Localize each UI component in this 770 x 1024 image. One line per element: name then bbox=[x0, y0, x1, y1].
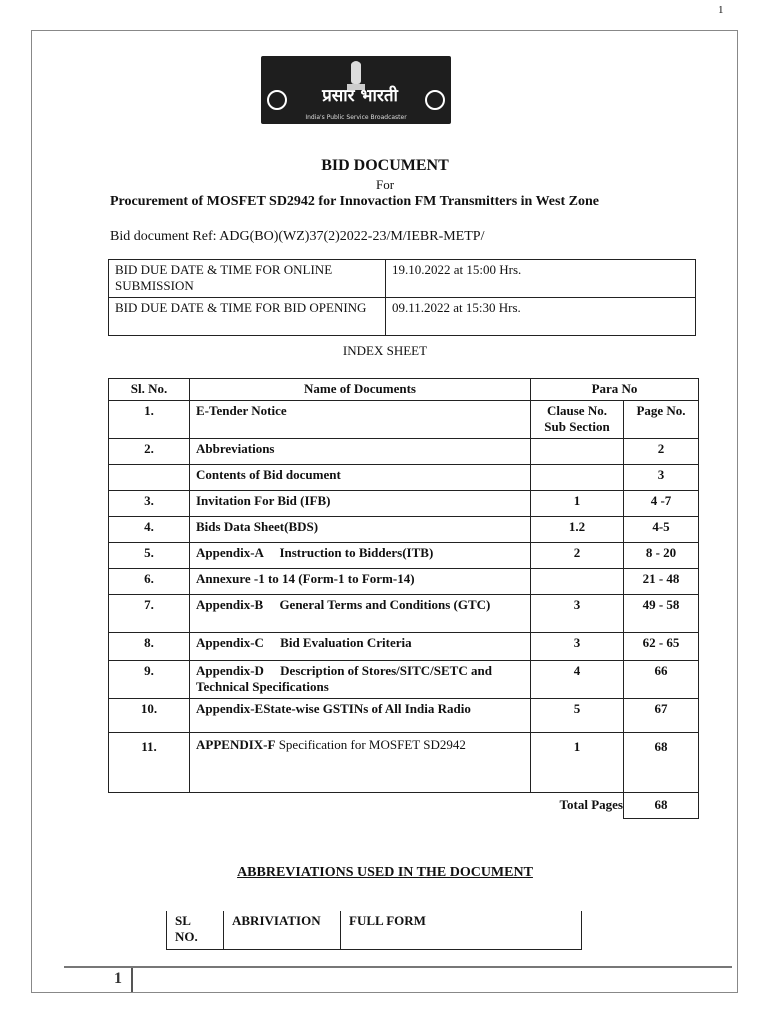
row-sl: 9. bbox=[109, 661, 190, 699]
abbreviations-title: ABBREVIATIONS USED IN THE DOCUMENT bbox=[237, 865, 533, 880]
doordarshan-logo-icon bbox=[425, 90, 445, 110]
row-clause: 3 bbox=[531, 595, 624, 633]
row-sl: 3. bbox=[109, 491, 190, 517]
date-label: BID DUE DATE & TIME FOR ONLINE SUBMISSION bbox=[109, 260, 386, 298]
index-sheet-title: INDEX SHEET bbox=[342, 343, 428, 358]
logo-tagline: India's Public Service Broadcaster bbox=[305, 114, 407, 121]
row-clause: 5 bbox=[531, 699, 624, 733]
row-page: 67 bbox=[624, 699, 699, 733]
table-row bbox=[109, 733, 699, 793]
row-page: 8 - 20 bbox=[624, 543, 699, 569]
row-page: 21 - 48 bbox=[624, 569, 699, 595]
row-name: Appendix-D Description of Stores/SITC/SETC and Technical Specifications bbox=[190, 661, 531, 699]
date-value: 19.10.2022 at 15:00 Hrs. bbox=[386, 260, 696, 298]
row-name: Appendix-A Instruction to Bidders(ITB) bbox=[190, 543, 531, 569]
row-sl: 6. bbox=[109, 569, 190, 595]
date-row bbox=[109, 298, 696, 336]
row-name: Appendix-B General Terms and Conditions (GTC) bbox=[190, 595, 531, 633]
date-row bbox=[109, 260, 696, 298]
header-para: Para No bbox=[531, 379, 699, 401]
header-clause: Clause No. Sub Section bbox=[531, 401, 624, 439]
dates-table bbox=[108, 259, 696, 336]
table-row bbox=[109, 661, 699, 699]
footer-page-number: 1 bbox=[114, 970, 122, 987]
title-for: For bbox=[375, 177, 395, 192]
document-title: BID DOCUMENT bbox=[321, 157, 449, 174]
row-clause: 3 bbox=[531, 633, 624, 661]
row-name: Contents of Bid document bbox=[190, 465, 531, 491]
top-page-number: 1 bbox=[718, 4, 724, 16]
table-row bbox=[109, 569, 699, 595]
row-clause bbox=[531, 439, 624, 465]
row-sl: 8. bbox=[109, 633, 190, 661]
air-logo-icon bbox=[267, 90, 287, 110]
row-page: 4 -7 bbox=[624, 491, 699, 517]
header-name: Name of Documents bbox=[190, 379, 531, 401]
row-sl: 2. bbox=[109, 439, 190, 465]
row-name: Annexure -1 to 14 (Form-1 to Form-14) bbox=[190, 569, 531, 595]
row-page: 49 - 58 bbox=[624, 595, 699, 633]
row-page: 4-5 bbox=[624, 517, 699, 543]
row-page: 2 bbox=[624, 439, 699, 465]
table-row bbox=[109, 401, 699, 439]
prasar-bharati-logo bbox=[261, 56, 451, 124]
table-row bbox=[109, 439, 699, 465]
row-clause: 1.2 bbox=[531, 517, 624, 543]
row-sl: 11. bbox=[109, 733, 190, 793]
row-sl: 5. bbox=[109, 543, 190, 569]
row-name: Abbreviations bbox=[190, 439, 531, 465]
row-sl bbox=[109, 465, 190, 491]
header-sl: Sl. No. bbox=[109, 379, 190, 401]
abbr-header-full: FULL FORM bbox=[341, 911, 582, 950]
bid-reference: Bid document Ref: ADG(BO)(WZ)37(2)2022-23/M/IEBR-METP/ bbox=[110, 229, 485, 244]
total-row bbox=[109, 793, 699, 819]
row-clause bbox=[531, 569, 624, 595]
date-label: BID DUE DATE & TIME FOR BID OPENING bbox=[109, 298, 386, 336]
index-table bbox=[108, 378, 699, 819]
total-value: 68 bbox=[624, 793, 699, 819]
row-name: Appendix-EState-wise GSTINs of All India Radio bbox=[190, 699, 531, 733]
row-page: 3 bbox=[624, 465, 699, 491]
row-clause: 2 bbox=[531, 543, 624, 569]
abbr-header-sl: SL NO. bbox=[167, 911, 224, 950]
row-name-bold: APPENDIX-F bbox=[196, 737, 276, 752]
header-page: Page No. bbox=[624, 401, 699, 439]
row-sl: 10. bbox=[109, 699, 190, 733]
row-clause bbox=[531, 465, 624, 491]
table-row bbox=[109, 595, 699, 633]
row-name: E-Tender Notice bbox=[190, 401, 531, 439]
row-clause: 1 bbox=[531, 491, 624, 517]
table-row bbox=[109, 517, 699, 543]
table-row bbox=[109, 543, 699, 569]
table-row bbox=[109, 699, 699, 733]
row-page: 62 - 65 bbox=[624, 633, 699, 661]
footer-divider bbox=[131, 968, 133, 992]
total-label: Total Pages bbox=[531, 793, 624, 819]
table-row bbox=[109, 491, 699, 517]
row-sl: 4. bbox=[109, 517, 190, 543]
row-name: Invitation For Bid (IFB) bbox=[190, 491, 531, 517]
table-row bbox=[109, 633, 699, 661]
row-clause: 1 bbox=[531, 733, 624, 793]
abbr-header-abbr: ABRIVIATION bbox=[224, 911, 341, 950]
logo-wordmark: प्रसार भारती bbox=[322, 86, 398, 106]
table-row bbox=[109, 465, 699, 491]
row-clause: 4 bbox=[531, 661, 624, 699]
row-name bbox=[190, 733, 531, 793]
date-value: 09.11.2022 at 15:30 Hrs. bbox=[386, 298, 696, 336]
row-name: Bids Data Sheet(BDS) bbox=[190, 517, 531, 543]
row-page: 66 bbox=[624, 661, 699, 699]
row-page: 68 bbox=[624, 733, 699, 793]
row-sl: 7. bbox=[109, 595, 190, 633]
document-subject: Procurement of MOSFET SD2942 for Innovaction FM Transmitters in West Zone bbox=[110, 194, 599, 209]
row-name: Appendix-C Bid Evaluation Criteria bbox=[190, 633, 531, 661]
row-sl: 1. bbox=[109, 401, 190, 439]
footer-rule bbox=[64, 966, 732, 968]
row-name-rest: Specification for MOSFET SD2942 bbox=[275, 737, 466, 752]
abbreviations-table bbox=[166, 911, 582, 950]
